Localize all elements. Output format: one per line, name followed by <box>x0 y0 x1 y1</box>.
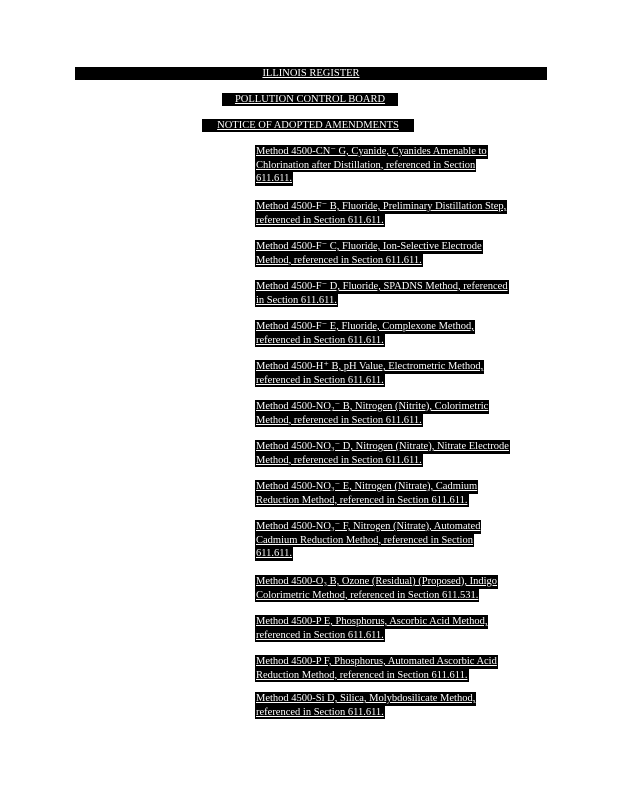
method-item <box>255 655 498 682</box>
method-line: referenced in Section 611.611. <box>256 334 384 346</box>
method-line: Method 4500-NO₃⁻ E, Nitrogen (Nitrate), Cadmium <box>256 481 478 492</box>
method-item <box>255 520 481 561</box>
method-line: Method 4500-CN⁻ G, Cyanide, Cyanides Amenable to <box>256 146 487 157</box>
method-line: Reduction Method, referenced in Section 611.611. <box>256 494 468 506</box>
method-item <box>255 575 498 602</box>
method-line: in Section 611.611. <box>256 294 337 306</box>
method-line: Method 4500-NO₂⁻ B, Nitrogen (Nitrite), Colorimetric <box>256 401 489 412</box>
method-line: Method, referenced in Section 611.611. <box>256 454 422 466</box>
method-line: Colorimetric Method, referenced in Section 611.531. <box>256 589 479 601</box>
method-item <box>255 280 509 307</box>
method-line: Method 4500-P E, Phosphorus, Ascorbic Acid Method, <box>256 616 488 627</box>
notice-title: NOTICE OF ADOPTED AMENDMENTS <box>202 119 414 132</box>
method-line: Method, referenced in Section 611.611. <box>256 254 422 266</box>
method-line: Method 4500-H⁺ B, pH Value, Electrometric Method, <box>256 361 484 372</box>
method-line: Method 4500-F⁻ D, Fluoride, SPADNS Method, referenced <box>256 281 508 292</box>
method-line: Method 4500-F⁻ C, Fluoride, Ion-Selective Electrode <box>256 241 482 252</box>
method-item <box>255 400 489 427</box>
method-line: referenced in Section 611.611. <box>256 374 384 386</box>
method-item <box>255 692 476 719</box>
method-item <box>255 440 510 467</box>
method-line: Method 4500-F⁻ E, Fluoride, Complexone Method, <box>256 321 474 332</box>
method-item <box>255 360 484 387</box>
method-line: Cadmium Reduction Method, referenced in Section <box>256 534 473 546</box>
method-item <box>255 615 488 642</box>
method-line: referenced in Section 611.611. <box>256 629 384 641</box>
method-line: referenced in Section 611.611. <box>256 706 384 718</box>
method-item <box>255 145 488 186</box>
board-title: POLLUTION CONTROL BOARD <box>222 93 398 106</box>
method-item <box>255 240 483 267</box>
method-line: Method 4500-O₃ B, Ozone (Residual) (Proposed), Indigo <box>256 576 498 587</box>
method-line: Reduction Method, referenced in Section 611.611. <box>256 669 468 681</box>
method-line: Method 4500-NO₃⁻ D, Nitrogen (Nitrate), Nitrate Electrode <box>256 441 509 452</box>
method-line: Method 4500-NO₃⁻ F, Nitrogen (Nitrate), Automated <box>256 521 481 532</box>
method-line: Method 4500-Si D, Silica, Molybdosilicate Method, <box>256 693 476 704</box>
method-line: referenced in Section 611.611. <box>256 214 384 226</box>
method-item <box>255 480 478 507</box>
method-line: Method, referenced in Section 611.611. <box>256 414 422 426</box>
method-line: Method 4500-F⁻ B, Fluoride, Preliminary Distillation Step, <box>256 201 507 212</box>
method-line: Method 4500-P F, Phosphorus, Automated Ascorbic Acid <box>256 656 497 667</box>
method-item <box>255 200 507 227</box>
method-line: 611.611. <box>256 548 292 559</box>
method-item <box>255 320 475 347</box>
method-line: Chlorination after Distillation, referenced in Section <box>256 159 476 171</box>
method-line: 611.611. <box>256 173 292 184</box>
register-title: ILLINOIS REGISTER <box>262 68 360 79</box>
